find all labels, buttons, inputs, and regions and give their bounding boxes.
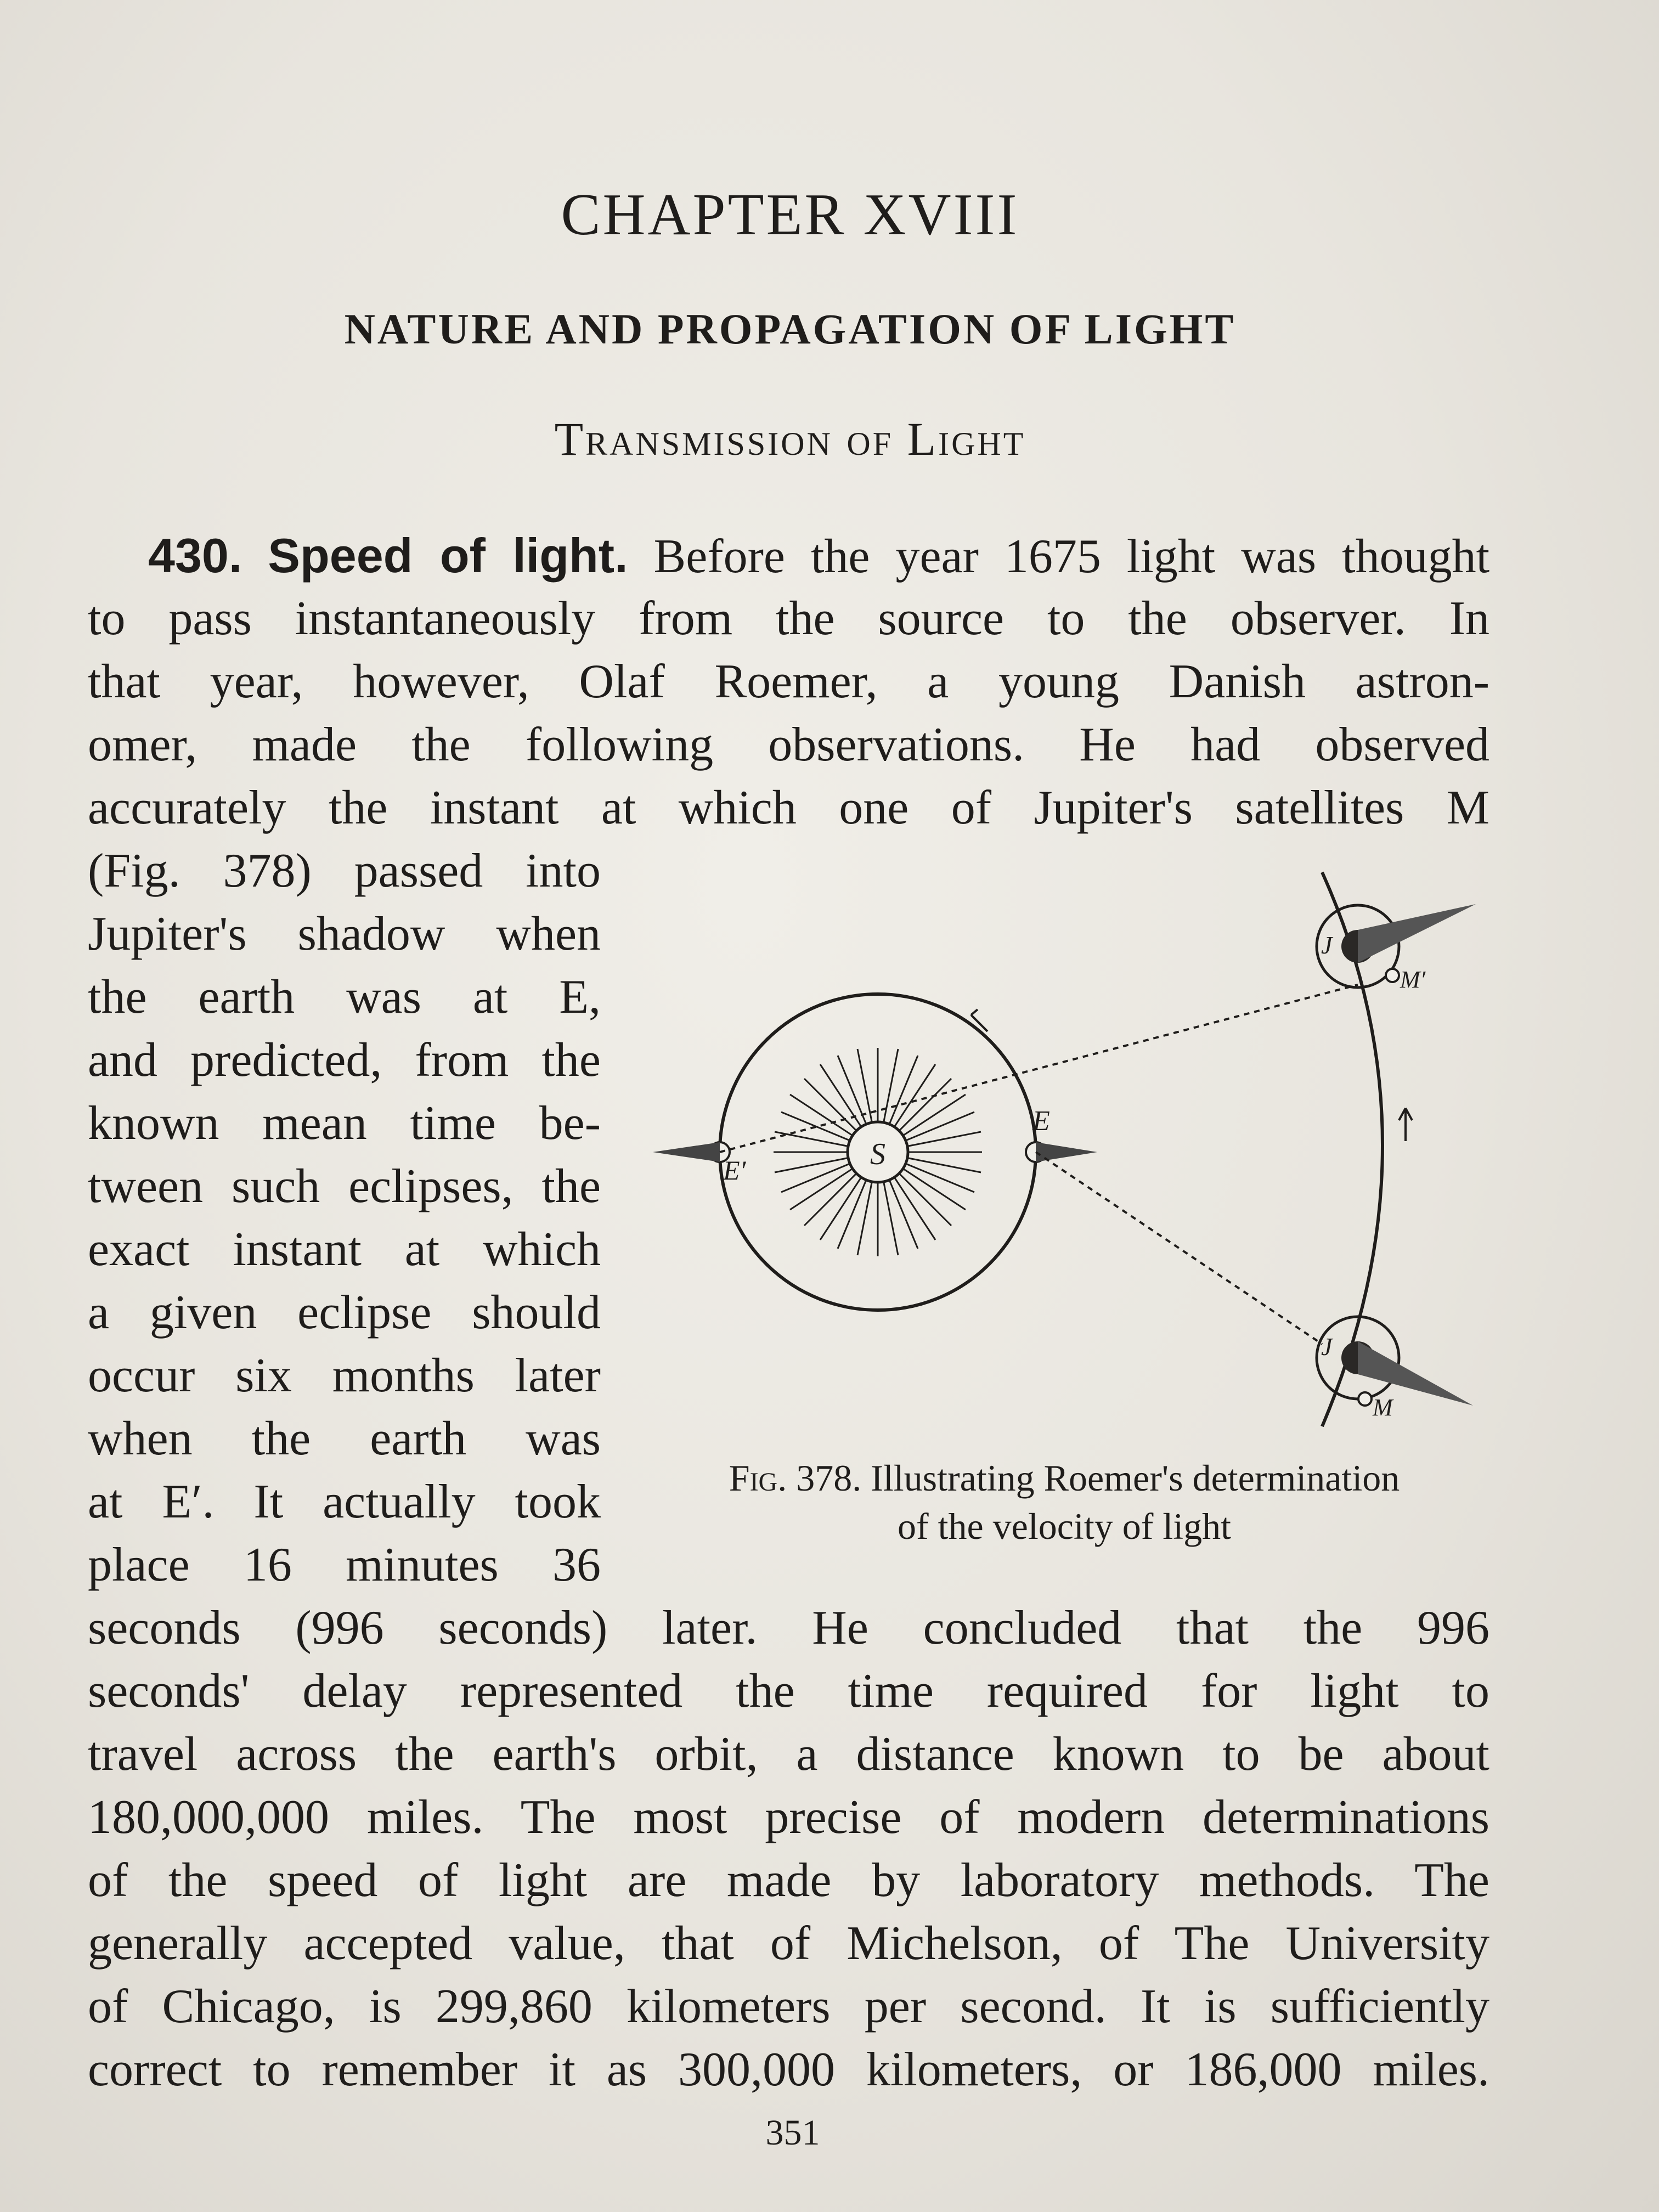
sun-label: S xyxy=(870,1137,885,1171)
section-number: 430. xyxy=(148,528,242,583)
jupiter-bottom-label: J xyxy=(1321,1333,1333,1361)
jupiter-top-label: J xyxy=(1321,931,1333,959)
roemer-diagram xyxy=(642,856,1498,1448)
text-line: place 16 minutes 36 xyxy=(88,1538,601,1592)
earth-E-label: E xyxy=(1032,1105,1050,1137)
moon-bottom xyxy=(1358,1392,1372,1406)
section-subtitle: Transmission of Light xyxy=(554,413,1026,465)
section-heading: Speed of light. xyxy=(268,528,628,583)
text-line: Jupiter's shadow when xyxy=(88,907,601,961)
text-line: the earth was at E, xyxy=(88,970,601,1024)
page-number: 351 xyxy=(765,2113,820,2153)
text-line: (Fig. 378) passed into xyxy=(88,844,601,898)
moon-bottom-label: M xyxy=(1373,1394,1393,1421)
text-line: seconds (996 seconds) later. He concluded that the 996 xyxy=(88,1601,1489,1655)
paragraph-first-line xyxy=(148,524,1489,588)
text-line: omer, made the following observations. He had observed xyxy=(88,718,1489,771)
chapter-heading: CHAPTER XVIII xyxy=(561,182,1019,247)
text-line: occur six months later xyxy=(88,1349,601,1402)
text-line: of Chicago, is 299,860 kilometers per second. It is sufficiently xyxy=(88,1980,1489,2033)
text-line: correct to remember it as 300,000 kilometers, or 186,000 miles. xyxy=(88,2043,1489,2096)
moon-top-label: M′ xyxy=(1400,966,1426,993)
text-line: tween such eclipses, the xyxy=(88,1160,601,1213)
earth-E-prime-shadow xyxy=(653,1142,720,1162)
figure-caption-line1: Illustrating Roemer's determination xyxy=(871,1457,1400,1499)
text-line: when the earth was xyxy=(88,1412,601,1465)
text-line: that year, however, Olaf Roemer, a young Danish astron- xyxy=(88,655,1489,708)
text-line: of the speed of light are made by laboratory methods. The xyxy=(88,1854,1489,1907)
text-line: accurately the instant at which one of Jupiter's satellites M xyxy=(88,781,1489,834)
text-line: travel across the earth's orbit, a distance known to be about xyxy=(88,1728,1489,1781)
text-line: to pass instantaneously from the source to the observer. In xyxy=(88,592,1489,645)
figure-caption-label: Fig. 378. xyxy=(729,1457,862,1499)
text-line: known mean time be- xyxy=(88,1097,601,1150)
chapter-title: NATURE AND PROPAGATION OF LIGHT xyxy=(344,305,1236,353)
moon-top xyxy=(1386,969,1399,982)
text-line: exact instant at which xyxy=(88,1223,601,1276)
jupiter-top-shadow xyxy=(1358,904,1476,963)
sightline-E xyxy=(1036,1152,1322,1344)
text-line: 180,000,000 miles. The most precise of modern determinations xyxy=(88,1791,1489,1844)
text-line: a given eclipse should xyxy=(88,1286,601,1339)
earth-E-prime-label: E′ xyxy=(723,1155,746,1186)
text-line: seconds' delay represented the time required for light to xyxy=(88,1664,1489,1718)
text-line: Before the year 1675 light was thought xyxy=(653,530,1489,583)
figure-caption xyxy=(636,1454,1492,1550)
text-line: at E′. It actually took xyxy=(88,1475,601,1528)
jupiter-orbit-arrow xyxy=(1399,1108,1412,1141)
text-line: and predicted, from the xyxy=(88,1034,601,1087)
figure-caption-line2: of the velocity of light xyxy=(897,1505,1232,1547)
text-line: generally accepted value, that of Michelson, of The University xyxy=(88,1917,1489,1970)
